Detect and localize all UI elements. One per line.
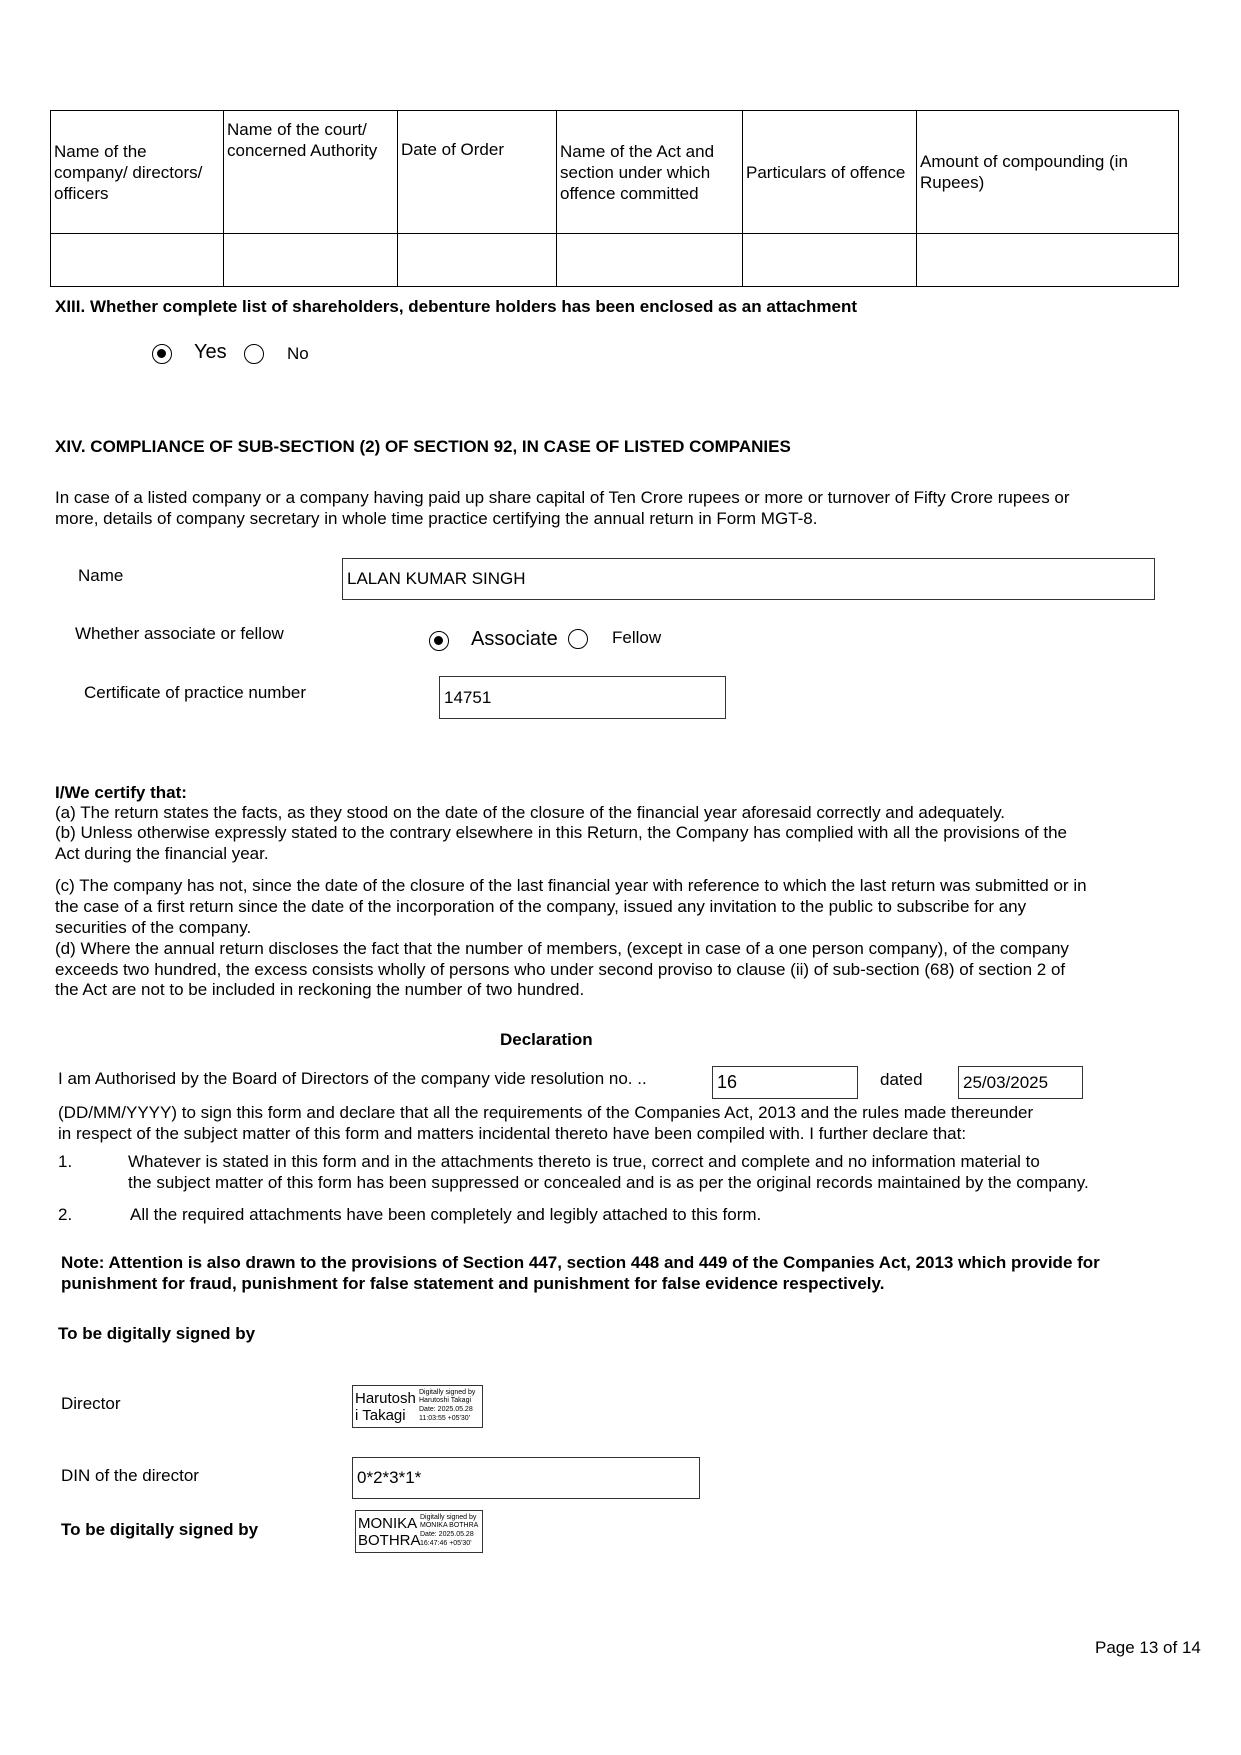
second-signature[interactable] bbox=[355, 1510, 483, 1553]
second-sig-detail2: MONIKA BOTHRA bbox=[420, 1522, 479, 1529]
certify-a: (a) The return states the facts, as they stood on the date of the closure of the financial year aforesaid correctly and adequately. bbox=[55, 803, 1006, 822]
table-header-cell: Name of the company/ directors/ officers bbox=[51, 111, 224, 234]
fellow-label: Fellow bbox=[612, 628, 662, 647]
declaration-item1-number: 1. bbox=[58, 1152, 73, 1171]
section-xiv-heading: XIV. COMPLIANCE OF SUB-SECTION (2) OF SECTION 92, IN CASE OF LISTED COMPANIES bbox=[55, 437, 791, 456]
table-row bbox=[51, 234, 1179, 287]
certify-c-line1: (c) The company has not, since the date of the closure of the last financial year with reference to which the last return was submitted or in bbox=[55, 876, 1087, 895]
certify-heading: I/We certify that: bbox=[55, 783, 187, 802]
director-sig-name1: Harutosh bbox=[355, 1390, 416, 1407]
declaration-item1-line1: Whatever is stated in this form and in the attachments thereto is true, correct and complete and no information material to bbox=[128, 1152, 1040, 1171]
certify-b-line1: (b) Unless otherwise expressly stated to the contrary elsewhere in this Return, the Company has complied with all the provisions of the bbox=[55, 823, 1067, 842]
table-header-row bbox=[51, 111, 1179, 234]
table-header-cell: Date of Order bbox=[398, 111, 557, 234]
declaration-line3: in respect of the subject matter of this form and matters incidental thereto have been compiled with. I further declare that: bbox=[58, 1124, 967, 1143]
director-sig-detail4: 11:03:55 +05'30' bbox=[419, 1415, 471, 1422]
resolution-date-value: 25/03/2025 bbox=[963, 1072, 1049, 1092]
table-cell[interactable] bbox=[224, 234, 398, 287]
director-sig-detail3: Date: 2025.05.28 bbox=[419, 1406, 473, 1413]
din-field[interactable] bbox=[352, 1457, 700, 1499]
no-radio[interactable] bbox=[244, 344, 264, 364]
second-sig-detail3: Date: 2025.05.28 bbox=[420, 1531, 474, 1538]
page-number: Page 13 of 14 bbox=[1095, 1638, 1201, 1657]
second-sig-detail4: 16:47:46 +05'30' bbox=[420, 1540, 472, 1547]
table-header-cell: Name of the court/ concerned Authority bbox=[224, 111, 398, 234]
director-signature[interactable] bbox=[352, 1385, 483, 1428]
section-xiv-intro-line1: In case of a listed company or a company having paid up share capital of Ten Crore rupees or more or turnover of Fifty Crore rupees or bbox=[55, 488, 1070, 507]
certify-b-line2: Act during the financial year. bbox=[55, 844, 269, 863]
declaration-item2: All the required attachments have been completely and legibly attached to this form. bbox=[130, 1205, 762, 1224]
table-header-cell: Particulars of offence bbox=[743, 111, 917, 234]
signed-by-label-2: To be digitally signed by bbox=[61, 1520, 259, 1539]
second-sig-name2: BOTHRA bbox=[358, 1532, 421, 1549]
section-xiv-intro-line2: more, details of company secretary in whole time practice certifying the annual return in Form MGT-8. bbox=[55, 509, 818, 528]
table-cell[interactable] bbox=[51, 234, 224, 287]
din-value: 0*2*3*1* bbox=[357, 1468, 422, 1487]
table-cell[interactable] bbox=[557, 234, 743, 287]
certify-c-line3: securities of the company. bbox=[55, 918, 252, 937]
cs-name-field[interactable] bbox=[342, 558, 1155, 600]
declaration-heading: Declaration bbox=[500, 1030, 593, 1049]
signed-by-label: To be digitally signed by bbox=[58, 1324, 256, 1343]
fellow-radio[interactable] bbox=[568, 629, 588, 649]
cs-name-label: Name bbox=[78, 566, 124, 585]
yes-label: Yes bbox=[194, 341, 227, 363]
director-sig-detail1: Digitally signed by bbox=[419, 1389, 476, 1396]
no-label: No bbox=[287, 344, 309, 363]
section-xiii-heading: XIII. Whether complete list of shareholders, debenture holders has been enclosed as an attachment bbox=[55, 297, 858, 316]
cop-label: Certificate of practice number bbox=[84, 683, 307, 702]
associate-fellow-label: Whether associate or fellow bbox=[75, 624, 284, 643]
certify-d-line2: exceeds two hundred, the excess consists wholly of persons who under second proviso to clause (ii) of sub-section (68) of section 2 of bbox=[55, 960, 1066, 979]
associate-label: Associate bbox=[471, 628, 558, 650]
resolution-number-value: 16 bbox=[717, 1072, 738, 1092]
declaration-line1: I am Authorised by the Board of Directors of the company vide resolution no. .. bbox=[58, 1069, 647, 1088]
note-line1: Note: Attention is also drawn to the provisions of Section 447, section 448 and 449 of the Companies Act, 2013 which provide for bbox=[61, 1253, 1100, 1272]
second-sig-name1: MONIKA bbox=[358, 1515, 418, 1532]
cop-field[interactable] bbox=[439, 676, 726, 719]
dated-label: dated bbox=[880, 1070, 923, 1089]
table-header-cell: Amount of compounding (in Rupees) bbox=[917, 111, 1179, 234]
certify-d-line1: (d) Where the annual return discloses the fact that the number of members, (except in case of a one person company), of the company bbox=[55, 939, 1069, 958]
director-sig-name2: i Takagi bbox=[355, 1407, 406, 1424]
director-sig-detail2: Harutoshi Takagi bbox=[419, 1397, 472, 1404]
yes-radio[interactable] bbox=[152, 344, 172, 364]
associate-radio[interactable] bbox=[429, 631, 449, 651]
table-cell[interactable] bbox=[743, 234, 917, 287]
note-line2: punishment for fraud, punishment for false statement and punishment for false evidence respectively. bbox=[61, 1274, 885, 1293]
certify-c-line2: the case of a first return since the date of the incorporation of the company, issued any invitation to the public to subscribe for any bbox=[55, 897, 1027, 916]
cs-name-value: LALAN KUMAR SINGH bbox=[347, 569, 526, 588]
table-cell[interactable] bbox=[917, 234, 1179, 287]
resolution-date-field[interactable] bbox=[958, 1066, 1083, 1099]
resolution-number-field[interactable] bbox=[712, 1066, 858, 1099]
declaration-item1-line2: the subject matter of this form has been suppressed or concealed and is as per the original records maintained by the company. bbox=[128, 1173, 1089, 1192]
certify-d-line3: the Act are not to be included in reckoning the number of two hundred. bbox=[55, 980, 585, 999]
din-label: DIN of the director bbox=[61, 1466, 199, 1485]
table-header-cell: Name of the Act and section under which offence committed bbox=[557, 111, 743, 234]
compounding-table bbox=[50, 110, 1179, 287]
declaration-line2: (DD/MM/YYYY) to sign this form and declare that all the requirements of the Companies Act, 2013 and the rules made thereunder bbox=[58, 1103, 1034, 1122]
declaration-item2-number: 2. bbox=[58, 1205, 73, 1224]
director-label: Director bbox=[61, 1394, 121, 1413]
cop-value: 14751 bbox=[444, 687, 492, 707]
table-cell[interactable] bbox=[398, 234, 557, 287]
second-sig-detail1: Digitally signed by bbox=[420, 1514, 477, 1521]
